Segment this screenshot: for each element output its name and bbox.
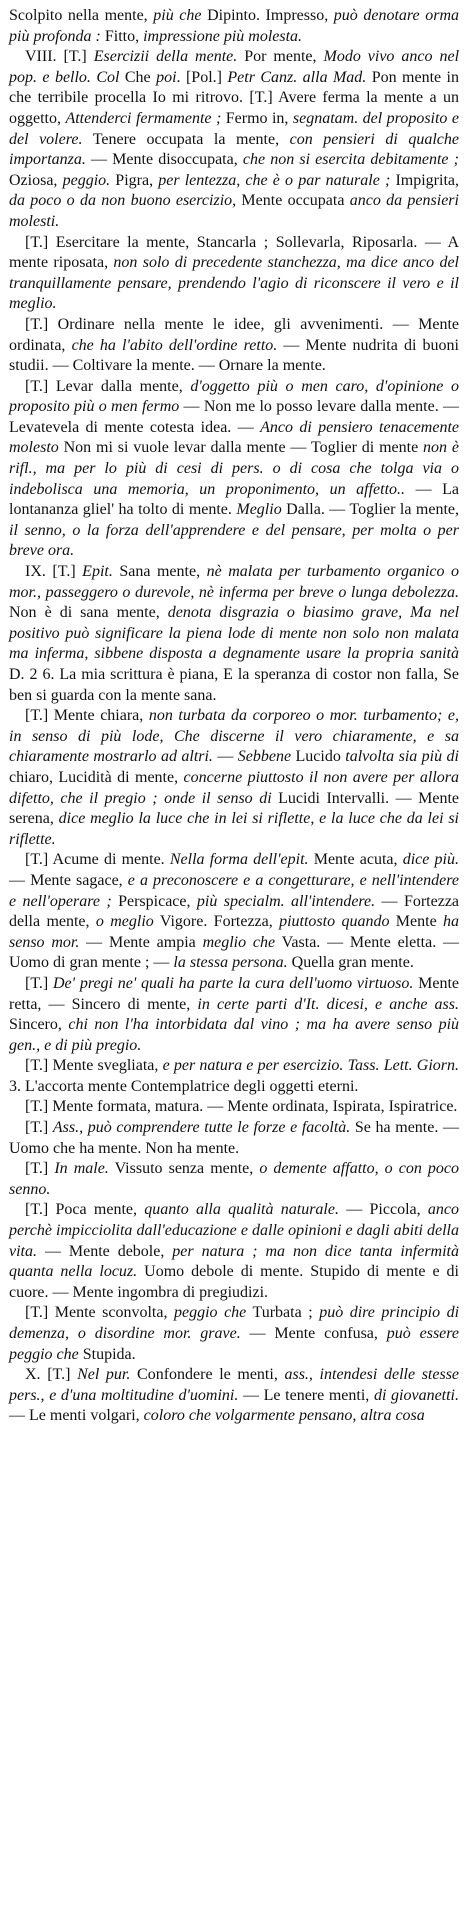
roman-text: Stupida. [78, 1345, 136, 1363]
roman-text: X. [T.] [25, 1366, 78, 1384]
roman-text: [T.] Acume di mente. [25, 851, 170, 869]
roman-text: — La lontananza gliel' ha tolto di mente. [9, 480, 459, 519]
roman-text: — Piccola, [338, 1201, 428, 1219]
italic-text: talvolta sia più di [345, 748, 459, 766]
italic-text: la stessa persona. [173, 954, 288, 972]
italic-text: in certe parti d'It. dicesi, e anche ass. [197, 995, 460, 1013]
roman-text: — Mente ampia [79, 933, 203, 951]
roman-text: Che [119, 68, 157, 86]
italic-text: piuttosto quando [279, 913, 390, 931]
italic-text: Petr Canz. alla Mad. [227, 68, 367, 86]
italic-text: In male. [54, 1160, 109, 1178]
roman-text: 3. L'accorta mente Contemplatrice degli oggetti eterni. [9, 1077, 359, 1095]
para-viii-esercizii [9, 47, 459, 232]
roman-text: [T.] Poca mente, [25, 1201, 145, 1219]
para-svegliata [9, 1056, 459, 1097]
roman-text: Lucido [291, 748, 346, 766]
roman-text: [T.] [25, 1160, 55, 1178]
roman-text: Fitto, [100, 27, 144, 45]
roman-text: [T.] Mente sconvolta, [25, 1304, 174, 1322]
para-chiara [9, 706, 459, 850]
italic-text: peggio. [62, 171, 111, 189]
para-poca [9, 1200, 459, 1303]
roman-text: Confondere le menti, [130, 1366, 285, 1384]
para-opening [9, 6, 459, 47]
roman-text: IX. [T.] [25, 563, 83, 581]
roman-text: — Mente disoccupata, [85, 151, 243, 169]
roman-text: Sana mente, [112, 563, 207, 581]
roman-text: Pigra, [110, 171, 159, 189]
roman-text: Lucidi Intervalli. — Mente serena, [9, 789, 459, 828]
roman-text: Non mi si vuole levar dalla mente — Toglier di mente [58, 439, 424, 457]
italic-text: il senno, o la forza dell'apprendere e del pensare, per molta o per breve ora. [9, 521, 459, 560]
roman-text: Pon mente in che terribile procella Io mi ritrovo. [T.] Avere ferma la mente a un oggetto, [9, 68, 460, 127]
italic-text: Epit. [82, 563, 113, 581]
italic-text: non solo di precedente stanchezza, ma dice anco del tranquillamente pensare, prendendo l'agio di riconscere il vero e il meglio. [9, 254, 459, 313]
roman-text: . [Pol.] [176, 68, 228, 86]
roman-text: Perspicace, [111, 892, 197, 910]
italic-text: dice meglio la luce che in lei si riflette, e la luce che da lei si riflette. [9, 810, 460, 848]
italic-text: denota disgrazia o biasimo grave, Ma nel positivo può significare la piena lode di mente non solo non malata ma inferma, sibbene disposta a degnamente usare la propria sanità [9, 604, 460, 663]
italic-text: nè malata per turbamento organico o mor., passeggero o durevole, nè inferma per breve o lunga debolezza. [9, 563, 460, 601]
italic-text: Nella forma dell'epit. [169, 851, 309, 869]
roman-text: [T.] Esercitare la mente, Stancarla ; Sollevarla, Riposarla. — A mente riposata, [9, 233, 459, 272]
roman-text: Vasta. — Mente eletta. — Uomo di gran mente ; — [9, 933, 460, 972]
para-levar [9, 377, 459, 562]
roman-text: Quella gran mente. [287, 954, 414, 972]
roman-text: — Mente nudrita di buoni studii. — Coltivare la mente. — Ornare la mente. [9, 336, 460, 375]
italic-text: coloro che volgarmente pensano, altra cosa [143, 1407, 425, 1425]
roman-text: Impigrita, [390, 171, 459, 189]
roman-text: Tenere occupata la mente, [82, 130, 290, 148]
italic-text: di giovanetti. [373, 1386, 460, 1404]
roman-text: Mente acuta, [308, 851, 403, 869]
roman-text: Dipinto. Impresso, [201, 7, 334, 24]
para-sconvolta [9, 1303, 459, 1365]
italic-text: Ass., può comprendere tutte le forze e facoltà. [52, 1119, 351, 1137]
para-pregi [9, 974, 459, 1056]
para-acume [9, 850, 459, 974]
roman-text: [T.] [25, 974, 53, 992]
italic-text: per lentezza, che è o par naturale ; [158, 171, 391, 189]
para-ix-sana-mente [9, 562, 459, 706]
roman-text: Se ha mente. — Uomo che ha mente. Non ha mente. [9, 1119, 459, 1157]
italic-text: ass., intendesi delle stesse pers., e d'una moltitudine d'uomini. [9, 1366, 460, 1404]
italic-text: concerne piuttosto il non avere per allora difetto, che il pregio ; onde il senso di [9, 768, 459, 807]
roman-text: — Mente sagace, [9, 871, 128, 889]
roman-text: Mente occupata [236, 192, 350, 210]
italic-text: con pensieri di qualche importanza. [9, 130, 459, 169]
italic-text: Nel pur. [77, 1366, 131, 1384]
roman-text: [T.] [25, 1119, 53, 1137]
roman-text: — Fortezza della mente, [9, 892, 460, 931]
roman-text: D. 2 6. La mia scrittura è piana, E la speranza di costor non falla, Se ben si guarda con la mente sana. [9, 666, 459, 704]
roman-text: chiaro, Lucidità di mente, [9, 768, 184, 786]
italic-text: meglio che [202, 933, 276, 951]
italic-text: non è rifl., ma per lo più di cesi di pers. o di cosa che tolga via o indebolisca una memoria, un proponimento, un affetto.. [9, 439, 459, 498]
para-ass [9, 1118, 459, 1159]
roman-text: — Mente confusa, [240, 1325, 387, 1342]
roman-text: — Mente debole, [37, 1242, 173, 1260]
roman-text: Non è di sana mente, [9, 604, 168, 622]
roman-text: Oziosa, [9, 171, 63, 189]
italic-text: Attenderci fermamente ; [65, 109, 222, 127]
italic-text: ha senso mor. [9, 913, 460, 951]
italic-text: Modo vivo anco nel pop. e bello. Col [9, 48, 460, 86]
italic-text: può dire principio di demenza, o disordine mor. grave. [9, 1304, 460, 1342]
italic-text: da poco o da non buono esercizio, [9, 192, 237, 210]
roman-text: Mente [389, 913, 444, 931]
roman-text: Uomo debole di mente. Stupido di mente e di cuore. — Mente ingombra di pregiudizi. [9, 1263, 460, 1301]
italic-text: Esercizii della mente. [93, 48, 238, 66]
roman-text: Dalla. — Toglier la mente, [281, 501, 459, 519]
roman-text: [T.] Mente chiara, [25, 707, 149, 725]
italic-text: o demente affatto, o con poco senno. [9, 1160, 459, 1198]
italic-text: quanto alla qualità naturale. [144, 1201, 339, 1219]
italic-text: peggio che [174, 1304, 247, 1322]
roman-text: Vigore. Fortezza, [153, 913, 280, 931]
roman-text: [T.] Mente svegliata, [25, 1057, 163, 1075]
para-esercitare [9, 233, 459, 315]
roman-text: — Le tenere menti, [238, 1386, 374, 1404]
para-x-confondere [9, 1365, 459, 1427]
italic-text: e per natura e per esercizio. Tass. Lett. Giorn. [162, 1057, 460, 1075]
italic-text: può essere peggio che [9, 1325, 460, 1363]
para-ordinare [9, 315, 459, 377]
italic-text: per natura ; ma non dice tanta infermità quanta nella locuz. [9, 1242, 459, 1281]
italic-text: che non si esercita debitamente ; [242, 151, 459, 169]
roman-text: VIII. [T.] [25, 48, 94, 66]
roman-text: [T.] Mente formata, matura. — Mente ordinata, Ispirata, Ispiratrice. [25, 1098, 458, 1116]
italic-text: dice più. [402, 851, 459, 869]
italic-text: più che [153, 7, 202, 24]
italic-text: poi [156, 68, 177, 86]
roman-text: Turbata ; [246, 1304, 320, 1322]
roman-text: Sincero, [9, 1016, 69, 1034]
italic-text: anco perchè impicciolita dall'educazione e dalle opinioni e dagli abiti della vita. [9, 1201, 460, 1260]
roman-text: Vissuto senza mente, [108, 1160, 260, 1178]
italic-text: e a preconoscere e a congetturare, e nell'intendere e nell'operare ; [9, 871, 459, 910]
roman-text: Fermo in, [221, 109, 293, 127]
para-formata [9, 1097, 459, 1118]
roman-text: [T.] Levar dalla mente, [25, 377, 191, 395]
italic-text: o meglio [95, 913, 154, 931]
para-in-male [9, 1159, 459, 1200]
roman-text: — Le menti volgari, [9, 1407, 144, 1425]
italic-text: Meglio [236, 501, 282, 519]
italic-text: chi non l'ha intorbidata dal vino ; ma ha avere senso più gen., e di più pregio. [9, 1016, 460, 1054]
italic-text: che ha l'abito dell'ordine retto. [71, 336, 278, 354]
roman-text: [T.] Ordinare nella mente le idee, gli avvenimenti. — Mente ordinata, [9, 315, 459, 354]
roman-text: Mente retta, — Sincero di mente, [9, 974, 459, 1013]
roman-text: Scolpito nella mente, [9, 7, 154, 24]
roman-text: Por mente, [237, 48, 324, 66]
italic-text: d'oggetto più o men caro, d'opinione o proposito più o men fermo [9, 377, 459, 416]
italic-text: segnatam. del proposito e del volere. [9, 109, 459, 148]
italic-text: non turbata da corporeo o mor. turbamento; e, in senso di più lode, Che discerne il vero chiaramente, e sa chiaramente mostrarlo ad altri. [9, 707, 460, 766]
italic-text: più specialm. all'intendere. [196, 892, 376, 910]
italic-text: Anco di pensiero tenacemente molesto [9, 418, 460, 457]
italic-text: Sebbene [237, 748, 292, 766]
italic-text: De' pregi ne' quali ha parte la cura dell'uomo virtuoso. [53, 974, 414, 992]
italic-text: anco da pensieri molesti. [9, 192, 459, 230]
italic-text: impressione più molesta. [143, 27, 303, 45]
roman-text: — Non me lo posso levare dalla mente. — Levatevela di mente cotesta idea. — [9, 398, 460, 436]
italic-text: può denotare orma più profonda : [9, 7, 459, 45]
roman-text: — [212, 748, 238, 766]
